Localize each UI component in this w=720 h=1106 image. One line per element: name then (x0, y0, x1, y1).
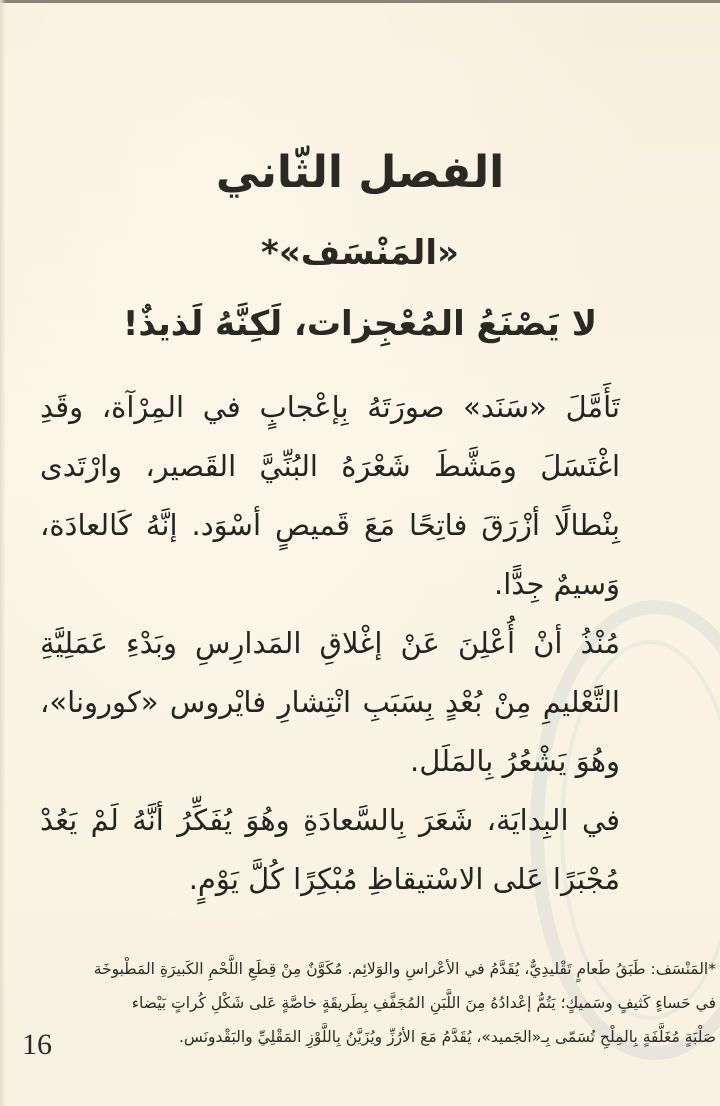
footnote-line: صَلْبَةٍ مُغَلَّفَةٍ بِالمِلْحِ تُسَمّى بِـ«الجَميد»، يُقَدَّمُ مَعَ الأرُزِّ ويُزَيَّنُ بِاللَّوْزِ المَقْلِيِّ والبَقْدونَس. (179, 1028, 716, 1046)
footnote-line: في حَساءٍ كَثيفٍ وسَميكٍ؛ يَتُمُّ إعْدادُهُ مِنَ اللَّبَنِ المُجَفَّفِ بِطَريقَةٍ خاصَّةٍ عَلى شَكْلِ كُراتٍ بَيْضاء (131, 994, 716, 1012)
paragraph: مُنْذُ أنْ أُعْلِنَ عَنْ إغْلاقِ المَدارِسِ وبَدْءِ عَمَلِيَّةِ التَّعْليمِ مِنْ بُعْدٍ بِسَبَبِ انْتِشارِ فايْروس «كورونا»، وهُوَ يَشْعُرُ بِالمَلَل. (40, 626, 620, 778)
chapter-subtitle: «المَنْسَف»* (261, 233, 459, 274)
chapter-title: الفصل الثّاني (215, 147, 505, 199)
footnote-line: *المَنْسَف: طَبَقُ طَعامٍ تَقْليدِيٌّ، يُقَدَّمُ في الأعْراسِ والوَلائِم. مُكَوَّنٌ مِنْ قِطَعِ اللَّحْمِ الكَبيرَةِ المَطْبوخَة (93, 960, 716, 978)
paragraph: في البِدايَة، شَعَرَ بِالسَّعادَةِ وهُوَ يُفَكِّرُ أنَّهُ لَمْ يَعُدْ مُجْبَرًا عَلى الاسْتيقاظِ مُبْكِرًا كُلَّ يَوْمٍ. (40, 803, 620, 896)
paragraph: تَأَمَّلَ «سَنَد» صورَتَهُ بِإعْجابٍ في المِرْآة، وقَدِ اغْتَسَلَ ومَشَّطَ شَعْرَهُ البُنِّيَّ القَصير، وارْتَدى بِنْطالًا أزْرَقَ فاتِحًا مَعَ قَميصٍ أسْوَد. إنَّهُ كَالعادَة، وَسيمٌ جِدًّا. (40, 390, 620, 601)
body-text (40, 378, 620, 909)
page-number: 16 (22, 1028, 52, 1061)
chapter-tagline: لا يَصْنَعُ المُعْجِزات، لَكِنَّهُ لَذيذٌ! (122, 304, 598, 345)
footnote (4, 952, 716, 1054)
